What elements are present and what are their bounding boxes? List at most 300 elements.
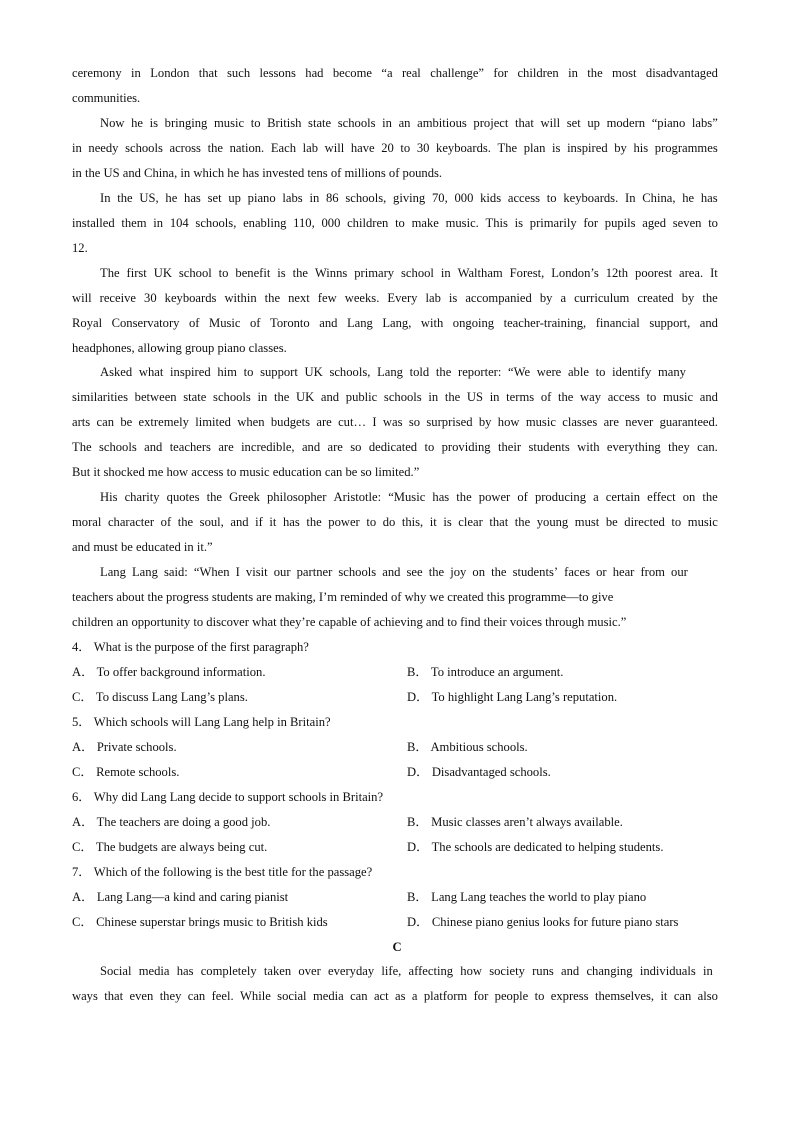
word: The bbox=[72, 440, 92, 454]
word: students bbox=[528, 440, 570, 454]
word: of bbox=[540, 390, 552, 404]
word: can. bbox=[697, 440, 718, 454]
word: in bbox=[309, 191, 320, 205]
word: to bbox=[708, 216, 718, 230]
word: many bbox=[657, 365, 686, 379]
word: US, bbox=[139, 191, 159, 205]
word: needy bbox=[88, 141, 119, 155]
word: their bbox=[497, 440, 522, 454]
word: cut… bbox=[338, 415, 367, 429]
option-c: C． The budgets are always being cut. bbox=[72, 840, 268, 854]
word: for bbox=[473, 989, 489, 1003]
word: schools bbox=[338, 565, 377, 579]
word: 70, bbox=[431, 191, 448, 205]
word: be bbox=[120, 415, 133, 429]
word: disadvantaged bbox=[645, 66, 718, 80]
word: children bbox=[347, 216, 389, 230]
word: created bbox=[637, 291, 674, 305]
word: he bbox=[682, 191, 695, 205]
passage-line bbox=[72, 439, 718, 455]
word: Aristotle: bbox=[333, 490, 382, 504]
word: Winns bbox=[314, 266, 348, 280]
question-stem: 6． Why did Lang Lang decide to support schools in Britain? bbox=[72, 790, 384, 804]
word: for bbox=[493, 66, 509, 80]
word: has bbox=[700, 191, 718, 205]
word: seven bbox=[672, 216, 702, 230]
word: music. bbox=[445, 216, 479, 230]
passage-line bbox=[72, 290, 718, 306]
word: labs bbox=[282, 191, 303, 205]
word: our bbox=[273, 565, 291, 579]
word: joy bbox=[450, 565, 467, 579]
passage-line: communities. bbox=[72, 91, 141, 105]
word: Toronto bbox=[270, 316, 310, 330]
word: piano bbox=[247, 191, 276, 205]
word: everything bbox=[606, 440, 661, 454]
word: it bbox=[660, 989, 668, 1003]
word: Each bbox=[270, 141, 296, 155]
word: lab bbox=[302, 141, 318, 155]
word: producing bbox=[534, 490, 587, 504]
word: hear bbox=[612, 565, 635, 579]
word: 000 bbox=[321, 216, 341, 230]
word: in bbox=[440, 266, 451, 280]
word: do bbox=[382, 515, 396, 529]
word: 110, bbox=[293, 216, 315, 230]
word: lab bbox=[425, 291, 441, 305]
word: can bbox=[673, 989, 692, 1003]
word: of bbox=[160, 515, 172, 529]
word: “Music bbox=[388, 490, 426, 504]
word: Asked bbox=[100, 365, 133, 379]
word: surprised bbox=[426, 415, 473, 429]
word: on bbox=[472, 565, 485, 579]
word: British bbox=[267, 116, 302, 130]
word: area. bbox=[679, 266, 704, 280]
word: primary bbox=[354, 266, 395, 280]
word: bringing bbox=[164, 116, 208, 130]
word: an bbox=[398, 116, 411, 130]
word: that bbox=[104, 989, 124, 1003]
word: can bbox=[350, 989, 368, 1003]
word: to bbox=[424, 440, 435, 454]
passage-line: But it shocked me how access to music education can be so limited.” bbox=[72, 465, 420, 479]
word: with bbox=[577, 440, 600, 454]
word: if bbox=[255, 515, 263, 529]
word: clear bbox=[458, 515, 483, 529]
word: London bbox=[150, 66, 190, 80]
word: Lang bbox=[131, 565, 158, 579]
word: of bbox=[250, 316, 261, 330]
option-b: B． Music classes aren’t always available. bbox=[407, 815, 623, 829]
passage-line bbox=[100, 265, 718, 281]
word: directed bbox=[624, 515, 665, 529]
word: even bbox=[129, 989, 154, 1003]
word: able bbox=[567, 365, 589, 379]
word: the bbox=[702, 490, 718, 504]
word: set bbox=[207, 191, 222, 205]
word: UK bbox=[153, 266, 172, 280]
passage-line: in the US and China, in which he has invested tens of millions of pounds. bbox=[72, 166, 443, 180]
word: the bbox=[702, 291, 718, 305]
word: effect bbox=[647, 490, 676, 504]
word: In bbox=[100, 191, 111, 205]
word: schools, bbox=[345, 191, 387, 205]
word: extremely bbox=[138, 415, 189, 429]
word: philosopher bbox=[266, 490, 327, 504]
passage-line: children an opportunity to discover what they’re capable of achieving and to find their voices through music.” bbox=[72, 615, 627, 629]
word: and bbox=[699, 316, 718, 330]
word: schools bbox=[337, 116, 376, 130]
word: and bbox=[301, 440, 321, 454]
word: completely bbox=[200, 964, 257, 978]
word: for bbox=[583, 216, 599, 230]
word: primarily bbox=[529, 216, 577, 230]
word: everyday bbox=[328, 964, 375, 978]
word: schools, bbox=[329, 365, 371, 379]
word: access bbox=[507, 191, 541, 205]
word: the bbox=[292, 266, 308, 280]
word: US bbox=[466, 390, 484, 404]
word: music bbox=[663, 390, 694, 404]
word: financial bbox=[595, 316, 640, 330]
word: was bbox=[382, 415, 403, 429]
question-stem: 7． Which of the following is the best title for the passage? bbox=[72, 865, 373, 879]
word: to bbox=[646, 390, 657, 404]
word: to bbox=[546, 191, 557, 205]
word: modern bbox=[606, 116, 646, 130]
word: such bbox=[227, 66, 251, 80]
word: in bbox=[257, 390, 268, 404]
word: next bbox=[288, 291, 310, 305]
question-stem: 5． Which schools will Lang Lang help in Britain? bbox=[72, 715, 331, 729]
word: they bbox=[159, 989, 182, 1003]
word: similarities bbox=[72, 390, 128, 404]
word: taken bbox=[263, 964, 292, 978]
word: the bbox=[514, 515, 531, 529]
word: This bbox=[485, 216, 508, 230]
word: by bbox=[681, 291, 695, 305]
word: real bbox=[401, 66, 421, 80]
word: schools bbox=[125, 141, 163, 155]
word: enabling bbox=[243, 216, 287, 230]
word: 000 bbox=[454, 191, 474, 205]
word: faces bbox=[564, 565, 591, 579]
word: “When bbox=[193, 565, 230, 579]
option-a: A． The teachers are doing a good job. bbox=[72, 815, 271, 829]
word: Conservatory bbox=[111, 316, 180, 330]
word: by bbox=[539, 291, 553, 305]
word: is bbox=[277, 266, 286, 280]
word: identify bbox=[612, 365, 652, 379]
word: is bbox=[149, 116, 159, 130]
word: or bbox=[596, 565, 607, 579]
word: reporter: bbox=[458, 365, 502, 379]
option-a: A． Lang Lang—a kind and caring pianist bbox=[72, 890, 289, 904]
passage-line bbox=[72, 315, 718, 331]
word: and bbox=[320, 390, 340, 404]
passage-line bbox=[72, 988, 718, 1004]
word: the bbox=[117, 191, 133, 205]
word: can bbox=[96, 415, 114, 429]
word: keyboards bbox=[164, 291, 217, 305]
word: budgets bbox=[270, 415, 311, 429]
word: state bbox=[308, 116, 332, 130]
option-b: B． Lang Lang teaches the world to play piano bbox=[407, 890, 647, 904]
word: charity bbox=[124, 490, 160, 504]
word: arts bbox=[72, 415, 91, 429]
word: the bbox=[491, 565, 507, 579]
option-c: C． Remote schools. bbox=[72, 765, 180, 779]
word: weeks. bbox=[344, 291, 380, 305]
word: most bbox=[612, 66, 637, 80]
word: Music bbox=[209, 316, 241, 330]
word: China, bbox=[642, 191, 676, 205]
word: limited bbox=[195, 415, 231, 429]
word: become bbox=[332, 66, 372, 80]
word: UK bbox=[296, 390, 315, 404]
word: by bbox=[478, 415, 492, 429]
word: in bbox=[72, 141, 82, 155]
word: had bbox=[305, 66, 324, 80]
word: young bbox=[536, 515, 569, 529]
word: schools bbox=[98, 440, 137, 454]
word: between bbox=[134, 390, 177, 404]
word: poorest bbox=[635, 266, 673, 280]
word: public bbox=[345, 390, 378, 404]
word: affecting bbox=[408, 964, 454, 978]
word: lessons bbox=[259, 66, 296, 80]
word: up bbox=[587, 116, 600, 130]
word: in bbox=[489, 390, 500, 404]
word: to bbox=[671, 515, 682, 529]
word: keyboards. bbox=[436, 141, 491, 155]
word: the bbox=[428, 565, 445, 579]
word: teacher-training, bbox=[503, 316, 587, 330]
word: support, bbox=[649, 316, 691, 330]
word: within bbox=[224, 291, 257, 305]
word: project bbox=[473, 116, 509, 130]
word: to bbox=[250, 116, 261, 130]
option-b: B． To introduce an argument. bbox=[407, 665, 564, 679]
word: the bbox=[456, 490, 472, 504]
word: said: bbox=[163, 565, 188, 579]
word: express bbox=[550, 989, 589, 1003]
option-b: B． Ambitious schools. bbox=[407, 740, 528, 754]
word: are bbox=[316, 415, 332, 429]
word: a bbox=[593, 490, 599, 504]
section-heading: C bbox=[392, 940, 402, 954]
word: runs bbox=[532, 964, 554, 978]
option-d: D． To highlight Lang Lang’s reputation. bbox=[407, 690, 618, 704]
passage-line bbox=[100, 963, 713, 979]
word: ongoing bbox=[452, 316, 495, 330]
word: 30 bbox=[144, 291, 157, 305]
word: will bbox=[540, 116, 561, 130]
word: installed bbox=[72, 216, 115, 230]
word: has bbox=[432, 490, 450, 504]
word: 104 bbox=[169, 216, 189, 230]
passage-line: and must be educated in it.” bbox=[72, 540, 213, 554]
word: media bbox=[138, 964, 170, 978]
word: “a bbox=[381, 66, 393, 80]
word: make bbox=[411, 216, 439, 230]
word: keyboards. bbox=[563, 191, 619, 205]
word: first bbox=[126, 266, 147, 280]
word: has bbox=[282, 515, 300, 529]
word: the bbox=[264, 291, 281, 305]
option-c: C． Chinese superstar brings music to British kids bbox=[72, 915, 328, 929]
word: society bbox=[489, 964, 525, 978]
word: school bbox=[401, 266, 434, 280]
word: curriculum bbox=[574, 291, 630, 305]
word: school bbox=[178, 266, 212, 280]
word: plan bbox=[523, 141, 546, 155]
word: state bbox=[183, 390, 207, 404]
word: will bbox=[72, 291, 92, 305]
word: His bbox=[100, 490, 118, 504]
word: feel. bbox=[211, 989, 234, 1003]
word: to bbox=[395, 216, 405, 230]
word: music bbox=[687, 515, 718, 529]
option-a: A． Private schools. bbox=[72, 740, 177, 754]
word: is bbox=[448, 291, 458, 305]
passage-line bbox=[72, 215, 718, 231]
word: social bbox=[277, 989, 307, 1003]
word: also bbox=[697, 989, 718, 1003]
word: in bbox=[153, 216, 164, 230]
passage-line bbox=[72, 65, 718, 81]
word: accompanied bbox=[465, 291, 532, 305]
word: told bbox=[409, 365, 430, 379]
passage-line bbox=[100, 564, 688, 580]
word: 30 bbox=[416, 141, 430, 155]
word: “piano bbox=[651, 116, 686, 130]
word: Lang, bbox=[382, 316, 412, 330]
word: labs” bbox=[691, 116, 718, 130]
word: While bbox=[240, 989, 271, 1003]
word: I bbox=[372, 415, 377, 429]
word: must bbox=[574, 515, 600, 529]
word: so bbox=[350, 440, 362, 454]
option-c: C． To discuss Lang Lang’s plans. bbox=[72, 690, 248, 704]
word: so bbox=[408, 415, 421, 429]
word: providing bbox=[441, 440, 491, 454]
word: a bbox=[411, 989, 418, 1003]
word: are bbox=[218, 440, 234, 454]
word: has bbox=[176, 964, 194, 978]
word: quotes bbox=[166, 490, 200, 504]
option-d: D． The schools are dedicated to helping students. bbox=[407, 840, 664, 854]
word: what bbox=[138, 365, 164, 379]
word: The bbox=[497, 141, 518, 155]
word: his bbox=[633, 141, 649, 155]
word: and bbox=[561, 964, 580, 978]
word: Greek bbox=[229, 490, 260, 504]
word: Every bbox=[387, 291, 418, 305]
word: I bbox=[235, 565, 240, 579]
word: to bbox=[243, 365, 254, 379]
word: this, bbox=[401, 515, 424, 529]
word: the bbox=[207, 141, 223, 155]
word: has bbox=[184, 191, 201, 205]
passage-line bbox=[72, 389, 718, 405]
word: 86 bbox=[326, 191, 339, 205]
option-d: D． Chinese piano genius looks for future piano stars bbox=[407, 915, 679, 929]
word: ceremony bbox=[72, 66, 122, 80]
word: in bbox=[703, 964, 713, 978]
word: are bbox=[327, 440, 343, 454]
word: and bbox=[699, 390, 718, 404]
word: see bbox=[406, 565, 423, 579]
word: inspired bbox=[170, 365, 211, 379]
word: life, bbox=[381, 964, 402, 978]
word: are bbox=[603, 415, 619, 429]
word: students’ bbox=[512, 565, 559, 579]
word: can bbox=[187, 989, 206, 1003]
word: in bbox=[428, 390, 439, 404]
word: on bbox=[682, 490, 696, 504]
word: to bbox=[400, 141, 411, 155]
word: is bbox=[552, 141, 561, 155]
word: the bbox=[587, 66, 603, 80]
word: were bbox=[536, 365, 562, 379]
word: he bbox=[165, 191, 178, 205]
word: power bbox=[478, 490, 511, 504]
word: as bbox=[395, 989, 406, 1003]
word: by bbox=[614, 141, 627, 155]
word: challenge” bbox=[430, 66, 485, 80]
word: the bbox=[444, 390, 461, 404]
word: the bbox=[177, 515, 194, 529]
word: Lang bbox=[377, 365, 403, 379]
word: up bbox=[228, 191, 241, 205]
word: how bbox=[497, 415, 520, 429]
word: them bbox=[121, 216, 147, 230]
word: dedicated bbox=[368, 440, 418, 454]
word: London’s bbox=[551, 266, 599, 280]
word: changing bbox=[586, 964, 633, 978]
word: have bbox=[350, 141, 375, 155]
word: partner bbox=[296, 565, 333, 579]
word: to bbox=[595, 365, 606, 379]
passage-line bbox=[72, 140, 718, 156]
word: of bbox=[188, 316, 200, 330]
word: and bbox=[144, 440, 163, 454]
word: music bbox=[525, 415, 556, 429]
word: will bbox=[324, 141, 345, 155]
word: In bbox=[625, 191, 636, 205]
word: Lang bbox=[100, 565, 126, 579]
word: the bbox=[557, 390, 574, 404]
word: certain bbox=[605, 490, 641, 504]
word: it bbox=[429, 515, 437, 529]
word: our bbox=[671, 565, 688, 579]
word: classes bbox=[562, 415, 598, 429]
word: the bbox=[435, 365, 452, 379]
passage-line bbox=[100, 364, 686, 380]
question-stem: 4． What is the purpose of the first paragraph? bbox=[72, 640, 309, 654]
word: is bbox=[443, 515, 452, 529]
word: and bbox=[382, 565, 401, 579]
word: programmes bbox=[654, 141, 718, 155]
word: that bbox=[515, 116, 534, 130]
word: Royal bbox=[72, 316, 103, 330]
word: nation. bbox=[229, 141, 265, 155]
word: and bbox=[319, 316, 338, 330]
word: terms bbox=[506, 390, 535, 404]
word: teachers bbox=[169, 440, 211, 454]
